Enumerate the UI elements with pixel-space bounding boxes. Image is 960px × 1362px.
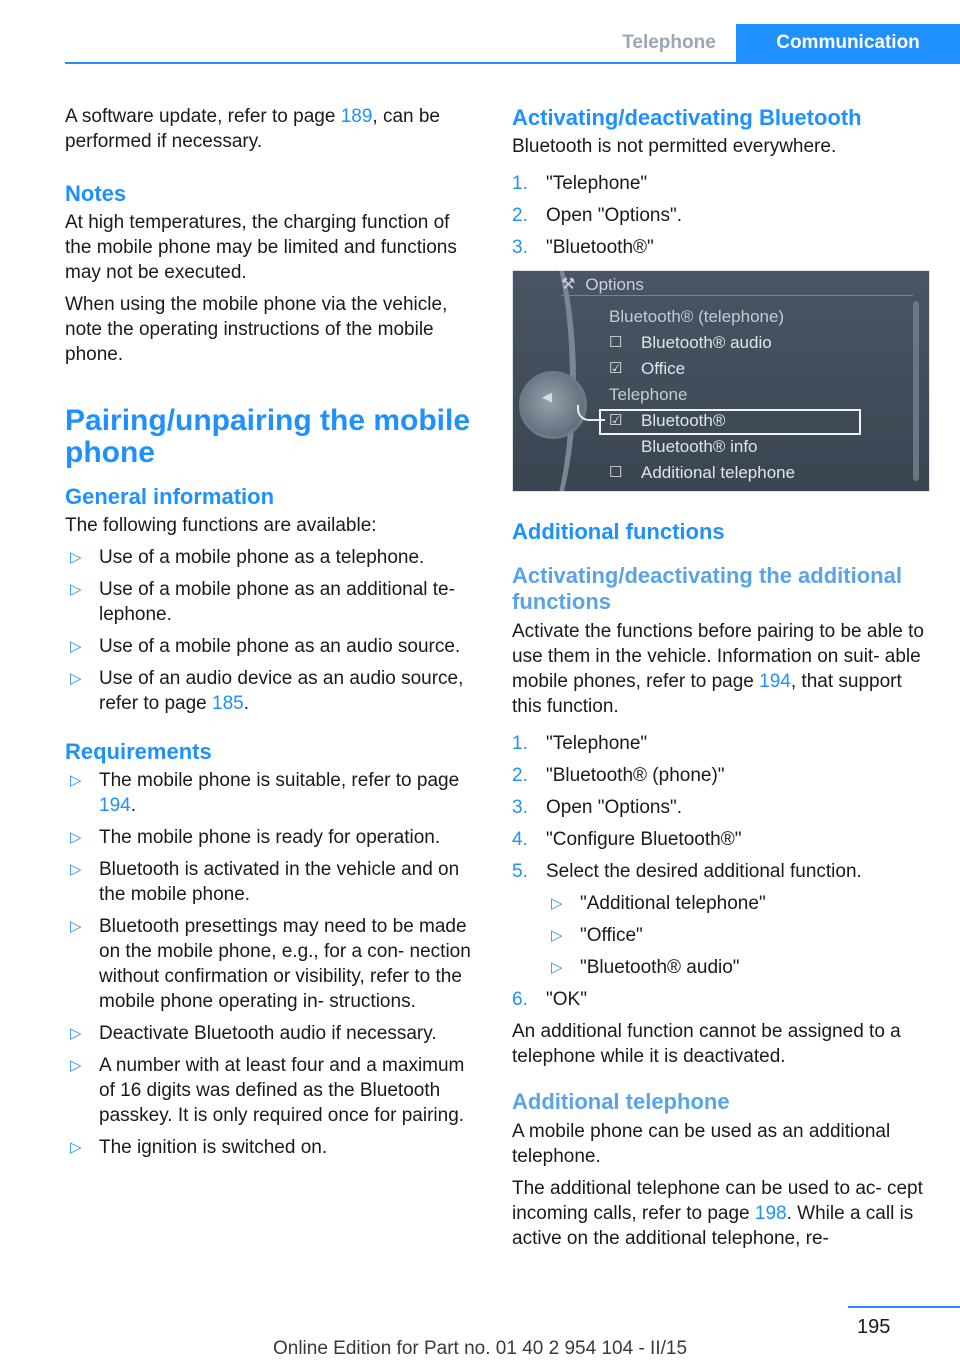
list-item: ▷ "Bluetooth® audio" <box>551 957 740 978</box>
right-column <box>512 104 928 1258</box>
checkbox-checked-icon: ☑ <box>609 411 623 429</box>
additional-functions-heading: Additional functions <box>512 519 725 544</box>
general-information-heading: General information <box>65 484 275 509</box>
step-item: 2. "Bluetooth® (phone)" <box>512 765 725 786</box>
triangle-bullet-icon: ▷ <box>70 638 82 655</box>
activating-additional-heading: Activating/deactivating the additional functions <box>512 563 902 614</box>
functions-list <box>65 545 480 716</box>
list-item: ▷ The mobile phone is suitable, refer to page 194. <box>70 770 460 816</box>
header-chapter-tab[interactable]: Communication <box>736 24 960 62</box>
triangle-bullet-icon: ▷ <box>70 772 82 789</box>
list-item: ▷ Use of a mobile phone as a telephone. <box>70 547 425 568</box>
software-update-paragraph: A software update, refer to page 189, can be performed if necessary. <box>65 106 440 152</box>
list-item: ▷ The mobile phone is ready for operation. <box>70 827 441 848</box>
step-item: 3. "Bluetooth®" <box>512 237 654 258</box>
triangle-bullet-icon: ▷ <box>551 959 563 976</box>
triangle-bullet-icon: ▷ <box>70 1025 82 1042</box>
screen-row-selected: ☑ Bluetooth® <box>609 407 725 433</box>
activating-intro: Bluetooth is not permitted everywhere. <box>512 136 837 157</box>
additional-options-list <box>546 891 928 980</box>
additional-telephone-heading: Additional telephone <box>512 1089 730 1114</box>
header-section-tab[interactable]: Telephone <box>622 32 716 53</box>
options-tool-icon: ⚒ <box>561 276 576 293</box>
requirements-list <box>65 768 480 1160</box>
step-item: 2. Open "Options". <box>512 205 683 226</box>
screen-row: Bluetooth® (telephone) <box>609 306 785 326</box>
screen-row: ☐ Additional telephone <box>609 459 795 485</box>
screen-row: ☑ Office <box>609 355 685 381</box>
selection-highlight <box>599 409 861 435</box>
notes-paragraph-1: At high temperatures, the charging function of the mobile phone may be limited and functions may not be executed. <box>65 212 457 283</box>
activating-bluetooth-heading: Activating/deactivating Bluetooth <box>512 105 862 130</box>
page-link-198[interactable]: 198 <box>754 1203 787 1224</box>
checkbox-checked-icon: ☑ <box>609 359 623 377</box>
additional-paragraph: Activate the functions before pairing to be able to use them in the vehicle. Information on suit‐ able mobile phones, refer to page 194, that support this function. <box>512 621 924 717</box>
triangle-bullet-icon: ▷ <box>70 861 82 878</box>
left-column <box>65 104 480 1170</box>
triangle-bullet-icon: ▷ <box>70 670 82 687</box>
list-item: ▷ Use of a mobile phone as an audio source. <box>70 636 461 657</box>
list-item: ▷ A number with at least four and a maximum of 16 digits was defined as the Bluetooth passkey. It is only required once for pairing. <box>70 1055 465 1126</box>
list-item: ▷ Bluetooth is activated in the vehicle and on the mobile phone. <box>70 859 460 905</box>
checkbox-empty-icon: ☐ <box>609 333 623 351</box>
page-link-189[interactable]: 189 <box>340 106 373 127</box>
page-link-194[interactable]: 194 <box>759 671 791 692</box>
scrollbar <box>913 301 919 481</box>
deactivated-note: An additional function cannot be assigned to a telephone while it is deactivated. <box>512 1021 901 1067</box>
page-link-194[interactable]: 194 <box>99 795 131 816</box>
list-item: ▷ "Additional telephone" <box>551 893 766 914</box>
step-item: 4. "Configure Bluetooth®" <box>512 829 742 850</box>
page-number: 195 <box>857 1316 891 1338</box>
notes-paragraph-2: When using the mobile phone via the vehicle, note the operating instructions of the mobile phone. <box>65 294 448 365</box>
general-intro: The following functions are available: <box>65 515 377 536</box>
list-item: ▷ The ignition is switched on. <box>70 1137 328 1158</box>
left-arrow-icon: ◀ <box>542 389 552 404</box>
page-link-185[interactable]: 185 <box>212 693 244 714</box>
triangle-bullet-icon: ▷ <box>70 1057 82 1074</box>
list-item: ▷ "Office" <box>551 925 643 946</box>
idrive-options-screenshot <box>512 270 930 492</box>
triangle-bullet-icon: ▷ <box>551 927 563 944</box>
list-item: ▷ Bluetooth presettings may need to be made on the mobile phone, e.g., for a con‐ nection without confirmation or visibility, refer to the mobile phone operating in‐ structions. <box>70 916 471 1012</box>
step-item: 5. Select the desired additional function. ▷ "Additional telephone" ▷ "Office" ▷ "Bluetooth® audio" <box>512 859 928 980</box>
step-item: 6. "OK" <box>512 989 587 1010</box>
footer-rule <box>848 1306 960 1308</box>
step-item: 3. Open "Options". <box>512 797 683 818</box>
activating-steps <box>512 171 928 260</box>
list-item: ▷ Use of an audio device as an audio source, refer to page 185. <box>70 668 464 714</box>
triangle-bullet-icon: ▷ <box>70 829 82 846</box>
list-item: ▷ Deactivate Bluetooth audio if necessary. <box>70 1023 437 1044</box>
list-item: ▷ Use of a mobile phone as an additional te‐ lephone. <box>70 579 455 625</box>
screen-title: ⚒ Options <box>561 272 644 297</box>
triangle-bullet-icon: ▷ <box>551 895 563 912</box>
step-item: 1. "Telephone" <box>512 733 648 754</box>
requirements-heading: Requirements <box>65 739 212 764</box>
triangle-bullet-icon: ▷ <box>70 1139 82 1156</box>
header-rule <box>65 62 960 64</box>
additional-steps <box>512 731 928 1012</box>
triangle-bullet-icon: ▷ <box>70 581 82 598</box>
step-item: 1. "Telephone" <box>512 173 648 194</box>
screen-row: Telephone <box>609 384 688 404</box>
triangle-bullet-icon: ▷ <box>70 549 82 566</box>
additional-telephone-p2: The additional telephone can be used to ac‐ cept incoming calls, refer to page 198. While a call is active on the additional telephone, re‐ <box>512 1178 923 1249</box>
screen-divider <box>561 295 913 296</box>
pairing-title: Pairing/unpairing the mobile phone <box>65 404 471 469</box>
additional-telephone-p1: A mobile phone can be used as an additional telephone. <box>512 1121 891 1167</box>
screen-row: Bluetooth® info <box>641 436 758 456</box>
edition-footer: Online Edition for Part no. 01 40 2 954 104 - II/15 <box>272 1338 688 1359</box>
notes-heading: Notes <box>65 181 127 206</box>
checkbox-empty-icon: ☐ <box>609 463 623 481</box>
screen-row: ☐ Bluetooth® audio <box>609 329 772 355</box>
triangle-bullet-icon: ▷ <box>70 918 82 935</box>
